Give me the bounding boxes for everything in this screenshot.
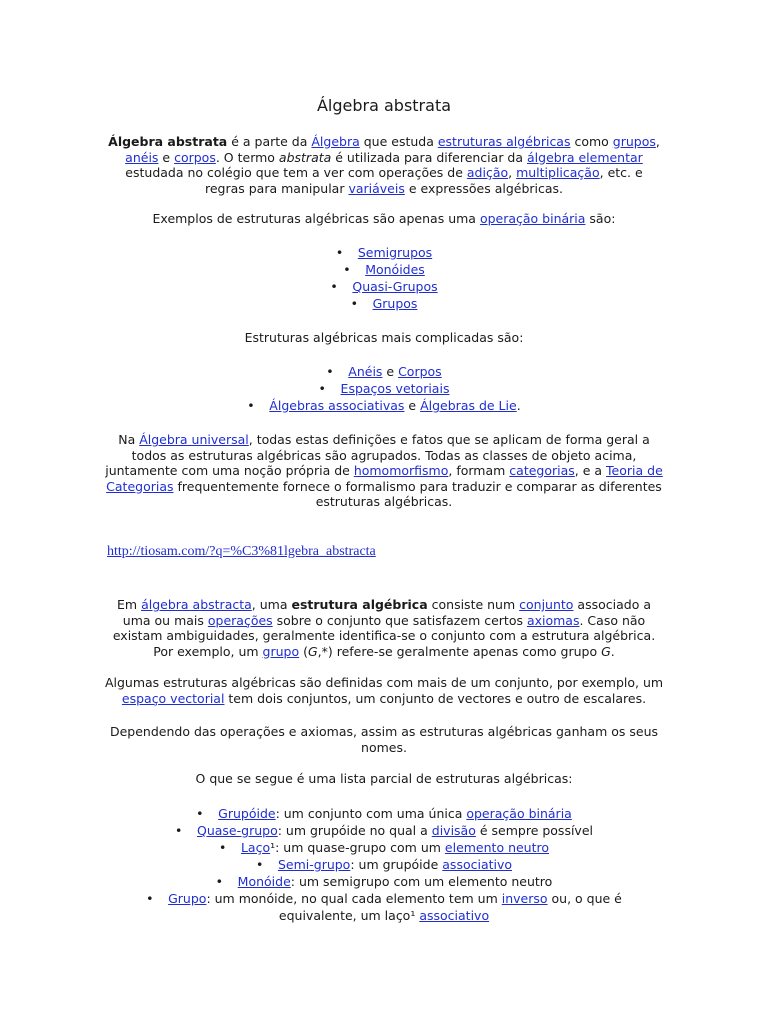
link-quase-grupo[interactable]: Quase-grupo [197, 823, 278, 838]
p2-text: Em [117, 597, 142, 612]
bullet-icon: • [335, 245, 344, 260]
p2-text: associado a uma ou mais [122, 597, 651, 628]
link-estruturas-algebricas[interactable]: estruturas algébricas [437, 134, 571, 149]
universal-paragraph [104, 432, 664, 510]
bullet-icon: • [218, 840, 227, 855]
intro-paragraph [104, 134, 664, 196]
bullet-icon: • [350, 296, 358, 311]
complex-list [104, 363, 664, 414]
page-title: Álgebra abstrata [316, 96, 452, 115]
universal-text: , todas estas definições e fatos que se aplicam de forma geral a todos as estruturas algébricas são agrupados. Todas as classes de objeto acima, juntamente com uma noção própria de [105, 432, 650, 478]
bullet-icon: • [247, 398, 255, 413]
intro-text: , etc. e regras para manipular [204, 165, 643, 196]
link-grupos[interactable]: grupos [612, 134, 656, 149]
bullet-icon: • [215, 874, 224, 889]
list-item [104, 839, 664, 856]
link-algebras-de-lie[interactable]: Álgebras de Lie [420, 398, 517, 413]
link-operacao-binaria[interactable]: operação binária [479, 211, 586, 226]
link-corpos-item[interactable]: Corpos [398, 364, 442, 379]
link-elemento-neutro[interactable]: elemento neutro [444, 840, 550, 855]
vector-space-paragraph [104, 675, 664, 706]
link-algebras-associativas[interactable]: Álgebras associativas [269, 398, 405, 413]
link-multiplicacao[interactable]: multiplicação [516, 165, 600, 180]
link-conjunto[interactable]: conjunto [519, 597, 574, 612]
link-grupoide[interactable]: Grupóide [218, 806, 276, 821]
list-text: : um monóide, no qual cada elemento tem um [206, 891, 502, 906]
intro-text: , [655, 134, 660, 149]
link-corpos[interactable]: corpos [174, 149, 216, 165]
link-grupo-item[interactable]: Grupo [168, 891, 207, 906]
link-algebra-universal[interactable]: Álgebra universal [139, 432, 249, 447]
intro-text: e [158, 149, 175, 165]
p2-emphasis: G [307, 643, 318, 659]
intro-text: é utilizada para diferenciar da [331, 149, 527, 165]
bullet-icon: • [318, 381, 326, 396]
examples-text: são: [585, 211, 616, 226]
list-item [104, 278, 664, 295]
list-item [104, 380, 664, 397]
link-algebra[interactable]: Álgebra [311, 134, 360, 149]
examples-list [104, 244, 664, 312]
link-teoria-de-categorias[interactable]: Teoria de Categorias [106, 463, 663, 494]
list-item [104, 822, 664, 839]
list-item [104, 244, 664, 261]
examples-text: Exemplos de estruturas algébricas são apenas uma [152, 211, 480, 226]
link-categorias[interactable]: categorias [509, 463, 575, 478]
source-url-link[interactable]: http://tiosam.com/?q=%C3%81lgebra_abstracta [107, 544, 376, 559]
p2-text: ,*) refere-se geralmente apenas como grupo [317, 643, 602, 659]
bullet-icon: • [330, 279, 338, 294]
link-variaveis[interactable]: variáveis [348, 180, 405, 196]
list-text: : um semigrupo com um elemento neutro [290, 874, 553, 889]
list-item [104, 856, 664, 873]
link-inverso[interactable]: inverso [501, 891, 548, 906]
p2-text: . [610, 643, 615, 659]
list-item [104, 261, 664, 278]
link-laco[interactable]: Laço [240, 840, 271, 855]
link-espacos-vetoriais[interactable]: Espaços vetoriais [340, 381, 450, 396]
link-quasi-grupos[interactable]: Quasi-Grupos [352, 279, 438, 294]
link-algebra-elementar[interactable]: álgebra elementar [527, 149, 643, 165]
link-grupo[interactable]: grupo [262, 643, 300, 659]
link-semigrupos[interactable]: Semigrupos [357, 245, 433, 260]
list-text: : um grupóide no qual a [277, 823, 432, 838]
list-text: ou, o que é equivalente, um laço¹ [278, 891, 622, 923]
link-operacoes[interactable]: operações [207, 612, 273, 628]
link-aneis[interactable]: anéis [125, 149, 159, 165]
link-divisao[interactable]: divisão [431, 823, 476, 838]
link-operacao-binaria-2[interactable]: operação binária [466, 806, 572, 821]
list-text: : um conjunto com uma única [275, 806, 467, 821]
list-item [104, 873, 664, 890]
p3-text: tem dois conjuntos, um conjunto de vectores e outro de escalares. [224, 690, 647, 706]
p2-text: consiste num [427, 597, 520, 612]
link-semi-grupo[interactable]: Semi-grupo [277, 857, 351, 872]
intro-text: é a parte da [227, 134, 312, 149]
universal-text: , e a [574, 463, 607, 478]
link-algebra-abstracta[interactable]: álgebra abstracta [141, 597, 252, 612]
p3-text: Algumas estruturas algébricas são definidas com mais de um conjunto, por exemplo, um [104, 675, 664, 690]
link-espaco-vectorial[interactable]: espaço vectorial [121, 690, 225, 706]
intro-bold-term: Álgebra abstrata [108, 134, 228, 149]
list-text: é sempre possível [475, 823, 593, 838]
intro-text: . O termo [215, 149, 279, 165]
p2-text: , uma [251, 597, 292, 612]
p2-bold-term: estrutura algébrica [291, 597, 428, 612]
bullet-icon: • [343, 262, 351, 277]
list-item [104, 363, 664, 380]
universal-text: Na [118, 432, 140, 447]
structures-list [104, 805, 664, 924]
list-text: e [404, 398, 421, 413]
bullet-icon: • [196, 806, 204, 821]
list-item [104, 890, 664, 924]
complex-paragraph: Estruturas algébricas mais complicadas são: [244, 330, 524, 345]
universal-text: frequentemente fornece o formalismo para traduzir e comparar as diferentes estruturas algébricas. [173, 478, 662, 509]
intro-text: e expressões algébricas. [404, 180, 564, 196]
link-grupos-item[interactable]: Grupos [372, 296, 418, 311]
names-paragraph: Dependendo das operações e axiomas, assim as estruturas algébricas ganham os seus nomes. [109, 724, 659, 755]
examples-paragraph [104, 211, 664, 227]
list-text: . [516, 398, 521, 413]
link-monoide[interactable]: Monóide [237, 874, 291, 889]
bullet-icon: • [326, 364, 334, 379]
link-homomorfismo[interactable]: homomorfismo [353, 463, 449, 478]
list-item [104, 295, 664, 312]
intro-text: , [508, 165, 517, 180]
universal-text: , formam [448, 463, 510, 478]
link-associativo[interactable]: associativo [442, 857, 513, 872]
list-text: e [382, 364, 399, 379]
p2-text: ( [299, 643, 308, 659]
intro-text: estudada no colégio que tem a ver com operações de [125, 165, 467, 180]
list-intro-paragraph: O que se segue é uma lista parcial de estruturas algébricas: [195, 771, 573, 786]
intro-emphasis: abstrata [278, 149, 332, 165]
p2-text: . Caso não existam ambiguidades, geralmente identifica-se o conjunto com a estrutura algébrica. Por exemplo, um [112, 612, 656, 659]
list-item [104, 397, 664, 414]
list-text: : um grupóide [350, 857, 443, 872]
intro-text: que estuda [359, 134, 438, 149]
link-aneis-item[interactable]: Anéis [348, 364, 383, 379]
list-text: ¹: um quase-grupo com um [270, 840, 445, 855]
p2-emphasis: G [601, 643, 611, 659]
bullet-icon: • [175, 823, 183, 838]
list-item [104, 805, 664, 822]
link-monoides[interactable]: Monóides [365, 262, 425, 277]
p2-text: sobre o conjunto que satisfazem certos [272, 612, 527, 628]
link-adicao[interactable]: adição [466, 165, 509, 180]
structure-paragraph [104, 597, 664, 659]
intro-text: como [570, 134, 613, 149]
bullet-icon: • [255, 857, 264, 872]
link-axiomas[interactable]: axiomas [526, 612, 580, 628]
bullet-icon: • [146, 891, 154, 906]
link-associativo-2[interactable]: associativo [419, 908, 490, 923]
